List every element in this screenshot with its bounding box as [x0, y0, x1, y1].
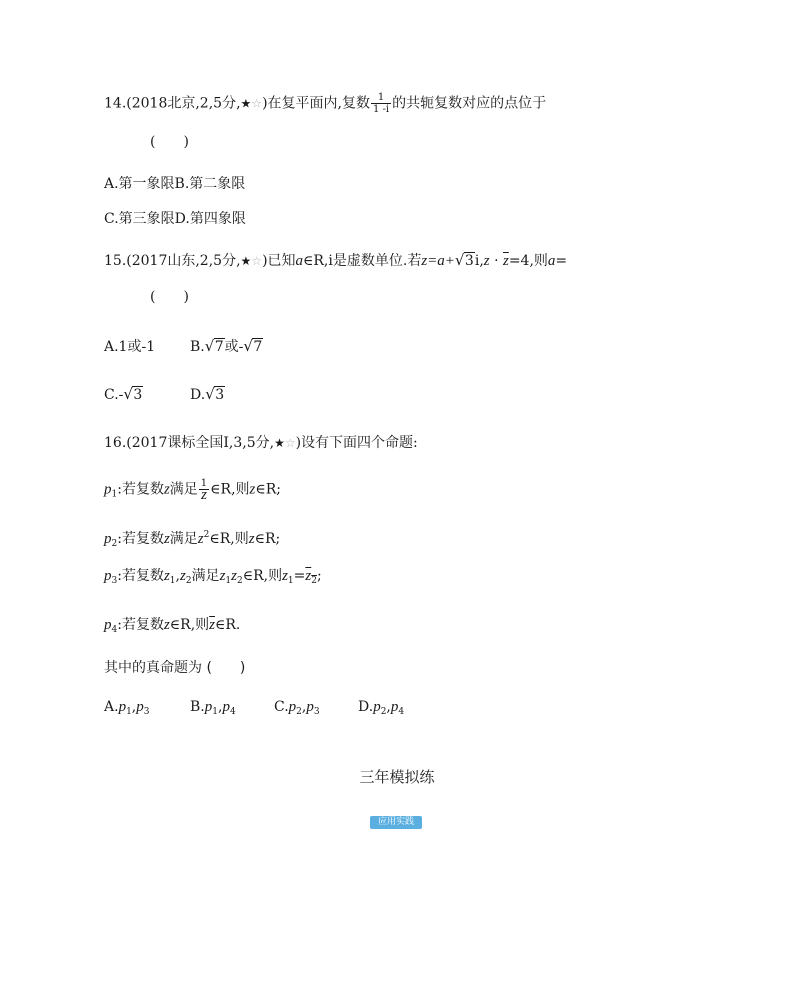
q14-answer-paren: ( ) — [150, 134, 189, 150]
sqrt: √ 3 — [455, 251, 475, 271]
q14-stem: 14.(2018北京,2,5分,★☆)在复平面内,复数 $\frac{1}{1 -i}$ 的共轭复数对应的点位于 — [104, 92, 547, 115]
q16-option-a: $A.p_1,p_3$ — [104, 699, 150, 717]
q15-answer-paren: ( ) — [150, 289, 189, 305]
difficulty-star-faint-icon: ☆ — [251, 96, 263, 111]
q16-stem: 16.(2017课标全国Ⅰ,3,5分,★☆)设有下面四个命题: — [104, 435, 418, 451]
q16-option-b: $B.p_1,p_4$ — [190, 699, 236, 717]
difficulty-star-icon: ★ — [240, 254, 252, 268]
q14-options-ab: A.第一象限B.第二象限 — [104, 176, 246, 192]
q15-option-c: C.- √ 3 — [104, 385, 143, 405]
q14-options-cd: C.第三象限D.第四象限 — [104, 211, 246, 227]
q15-option-b: B. √ 7或- √ 7 — [190, 337, 263, 357]
difficulty-star-icon: ★ — [274, 436, 285, 450]
q16-proposition-p1: $p_1$:若复数z满足 $\frac{1}{z}$ ∈R,则z∈R; — [104, 478, 281, 503]
section-badge: 应用实践 — [370, 816, 422, 829]
difficulty-star-icon: ★ — [240, 96, 252, 111]
difficulty-star-faint-icon: ☆ — [284, 436, 296, 450]
fraction: $\frac{1}{z}$ — [200, 478, 208, 503]
q16-option-d: $D.p_2,p_4$ — [358, 699, 405, 717]
difficulty-star-faint-icon: ☆ — [251, 254, 263, 268]
q16-proposition-p3: $p_3$:若复数$z_1,z_2$满足$z_1z_2\in R$,则$z_1=z_2$; — [104, 568, 322, 586]
q16-proposition-p2: $p_2$:若复数z满足$z^2\in R$,则z∈R; — [104, 530, 281, 549]
q15-stem: 15.(2017山东,2,5分,★☆)已知a∈R,i是虚数单位.若z=a+ √ $3i,z \cdot \overline{z}=4$,则a= — [104, 251, 567, 271]
q15-option-a: A.1或-1 — [104, 339, 156, 355]
q16-proposition-p4: $p_4$:若复数z∈R,则$\overline{z}\in R$. — [104, 617, 241, 635]
fraction: $\frac{1}{1 -i}$ — [372, 92, 390, 115]
q15-option-d: D. √ 3 — [190, 385, 225, 405]
q16-option-c: $C.p_2,p_3$ — [274, 699, 320, 717]
q16-question: 其中的真命题为 ( ) — [104, 660, 246, 676]
section-heading: 三年模拟练 — [359, 768, 435, 786]
